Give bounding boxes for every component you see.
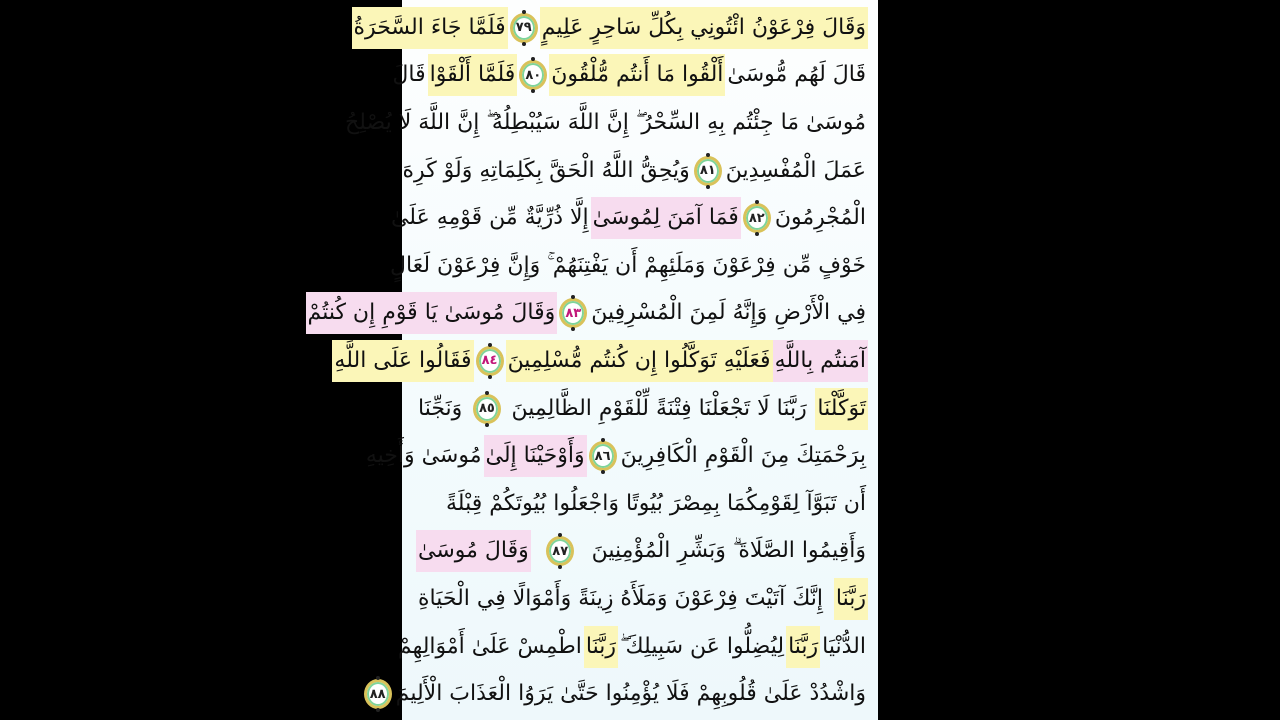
highlighted-text-yellow: فَلَمَّا جَاءَ السَّحَرَةُ [352, 7, 508, 49]
ayah-number-marker [508, 9, 540, 47]
ayah-number: ٨٣ [565, 305, 582, 321]
highlighted-text-pink: وَأَوْحَيْنَا إِلَىٰ [484, 435, 587, 477]
ayah-number: ٨٨ [369, 686, 386, 702]
text-line [392, 52, 868, 100]
ayah-number-marker [557, 294, 589, 332]
ornament-dot [522, 10, 526, 14]
ayah-number-marker [362, 675, 394, 713]
text-line [365, 432, 868, 480]
verse-text: بِرَحْمَتِكَ مِنَ الْقَوْمِ الْكَافِرِينَ [620, 443, 866, 469]
highlighted-text-pink: وَقَالَ مُوسَىٰ يَا قَوْمِ إِن كُنتُمْ [306, 292, 558, 334]
verse-text: أَن تَبَوَّآ لِقَوْمِكُمَا بِمِصْرَ بُيُوتًا وَاجْعَلُوا بُيُوتَكُمْ قِبْلَةً [445, 490, 866, 516]
verse-text: عَمَلَ الْمُفْسِدِينَ [725, 157, 866, 183]
ayah-number: ٨٧ [552, 543, 569, 559]
ornament-dot [376, 676, 380, 680]
quran-page [307, 0, 878, 720]
ornament-dot [531, 89, 535, 93]
text-line [416, 528, 868, 576]
highlighted-text-yellow: أَلْقُوا مَا أَنتُم مُّلْقُونَ [549, 54, 725, 96]
verse-text: إِلَّا ذُرِّيَّةٌ مِّن قَوْمِهِ عَلَىٰ [390, 205, 589, 231]
ayah-number-marker [517, 56, 549, 94]
highlighted-text-pink: آمَنتُم بِاللَّهِ [773, 340, 868, 382]
ornament-dot [755, 200, 759, 204]
highlighted-text-yellow: وَقَالَ فِرْعَوْنُ ائْتُونِي بِكُلِّ سَاحِرٍ عَلِيمٍ [540, 7, 868, 49]
ayah-number: ٨١ [699, 163, 716, 179]
text-line [416, 480, 868, 528]
text-line [402, 147, 868, 195]
ornament-dot [601, 470, 605, 474]
verse-text: لِيُضِلُّوا عَن سَبِيلِكَ ۖ [620, 633, 785, 659]
ayah-number: ٨٤ [481, 353, 498, 369]
verse-text: إِنَّكَ آتَيْتَ فِرْعَوْنَ وَمَلَأَهُ زِينَةً وَأَمْوَالًا فِي الْحَيَاةِ [418, 585, 824, 611]
highlighted-text-yellow: فَقَالُوا عَلَى اللَّهِ [332, 340, 473, 382]
ayah-number: ٨٢ [748, 210, 765, 226]
text-line [416, 385, 868, 433]
highlighted-text-yellow: فَلَمَّا أَلْقَوْا [428, 54, 518, 96]
ayah-number-marker [474, 342, 506, 380]
ornament-dot [706, 185, 710, 189]
ayah-number: ٨٥ [478, 401, 495, 417]
ayah-number-marker [471, 390, 503, 428]
text-line [307, 290, 868, 338]
text-line [334, 337, 868, 385]
verse-text: اطْمِسْ عَلَىٰ أَمْوَالِهِمْ [397, 633, 582, 659]
text-line [416, 575, 868, 623]
text-line [390, 194, 868, 242]
highlighted-text-yellow: تَوَكَّلْنَا [815, 388, 868, 430]
highlighted-text-pink: فَمَا آمَنَ لِمُوسَىٰ [591, 197, 741, 239]
highlighted-text-yellow: رَبَّنَا [834, 578, 868, 620]
text-line [353, 4, 868, 52]
ornament-dot [488, 343, 492, 347]
ornament-dot [485, 391, 489, 395]
ornament-dot [485, 423, 489, 427]
ornament-dot [558, 565, 562, 569]
ornament-dot [755, 232, 759, 236]
ornament-dot [522, 42, 526, 46]
verse-text: وَيُحِقُّ اللَّهُ الْحَقَّ بِكَلِمَاتِهِ وَلَوْ كَرِهَ [402, 157, 690, 183]
verse-text: رَبَّنَا لَا تَجْعَلْنَا فِتْنَةً لِّلْقَوْمِ الظَّالِمِينَ [511, 395, 807, 421]
verse-text: قَالَ لَهُم مُّوسَىٰ [727, 62, 866, 88]
ayah-number-marker [692, 152, 724, 190]
ornament-dot [488, 375, 492, 379]
ornament-dot [376, 708, 380, 712]
highlighted-text-pink: وَقَالَ مُوسَىٰ [416, 530, 531, 572]
text-line [397, 623, 868, 671]
ayah-number-marker [587, 437, 619, 475]
verse-text: الدُّنْيَا [822, 633, 866, 659]
ayah-number: ٨٦ [594, 448, 611, 464]
ayah-number: ٨٠ [525, 67, 542, 83]
verse-text: فِي الْأَرْضِ وَإِنَّهُ لَمِنَ الْمُسْرِفِينَ [591, 300, 866, 326]
ornament-dot [706, 153, 710, 157]
verse-text: قَالَ [392, 62, 426, 88]
ornament-dot [571, 327, 575, 331]
highlighted-text-yellow: فَعَلَيْهِ تَوَكَّلُوا إِن كُنتُم مُّسْلِمِينَ [506, 340, 773, 382]
verse-text: الْمُجْرِمُونَ [774, 205, 866, 231]
verse-text: وَاشْدُدْ عَلَىٰ قُلُوبِهِمْ فَلَا يُؤْمِنُوا حَتَّىٰ يَرَوُا الْعَذَابَ الْأَلِيمَ [395, 681, 866, 707]
verse-text: وَأَقِيمُوا الصَّلَاةَ ۗ وَبَشِّرِ الْمُؤْمِنِينَ [591, 538, 866, 564]
verse-text: خَوْفٍ مِّن فِرْعَوْنَ وَمَلَئِهِمْ أَن يَفْتِنَهُمْ ۚ وَإِنَّ فِرْعَوْنَ لَعَالٍ [390, 252, 866, 278]
ayah-number-marker [741, 199, 773, 237]
verse-lines [307, 4, 868, 718]
verse-text: وَنَجِّنَا [418, 395, 463, 421]
text-line [369, 670, 868, 718]
ayah-number: ٧٩ [515, 20, 532, 36]
verse-text: مُوسَىٰ مَا جِئْتُم بِهِ السِّحْرُ ۖ إِنَّ اللَّهَ سَيُبْطِلُهُ ۖ إِنَّ اللَّهَ لَا يُصْلِحُ [345, 109, 866, 135]
text-line [390, 242, 868, 290]
text-line [345, 99, 868, 147]
ayah-number-marker [544, 532, 576, 570]
highlighted-text-yellow: رَبَّنَا [584, 626, 618, 668]
verse-text: مُوسَىٰ وَأَخِيهِ [365, 443, 482, 469]
ornament-dot [601, 438, 605, 442]
highlighted-text-yellow: رَبَّنَا [786, 626, 820, 668]
